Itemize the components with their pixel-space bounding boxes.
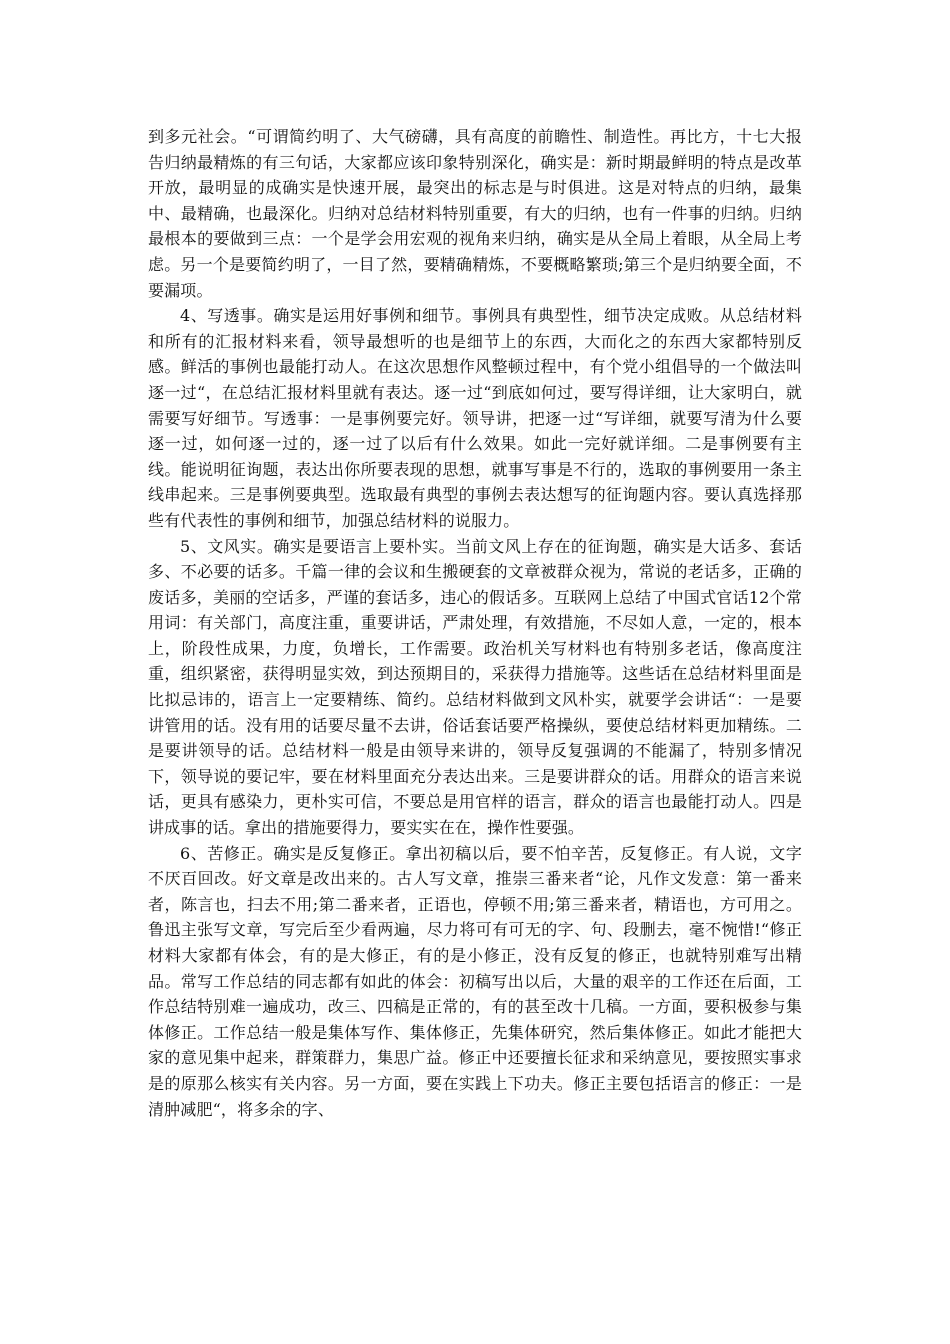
document-body: [148, 124, 802, 1122]
paragraph-point-5: 5、文风实。确实是要语言上要朴实。当前文风上存在的征询题，确实是大话多、套话多、不必要的话多。千篇一律的会议和生搬硬套的文章被群众视为，常说的老话多，正确的废话多，美丽的空话多，严谨的套话多，违心的假话多。互联网上总结了中国式官话12个常用词：有关部门，高度注重，重要讲话，严肃处理，有效措施，不尽如人意，一定的，根本上，阶段性成果，力度，负增长，工作需要。政治机关写材料也有特别多老话，像高度注重，组织紧密，获得明显实效，到达预期目的，采获得力措施等。这些话在总结材料里面是比拟忌讳的，语言上一定要精练、简约。总结材料做到文风朴实，就要学会讲话“：一是要讲管用的话。没有用的话要尽量不去讲，俗话套话要严格操纵，要使总结材料更加精练。二是要讲领导的话。总结材料一般是由领导来讲的，领导反复强调的不能漏了，特别多情况下，领导说的要记牢，要在材料里面充分表达出来。三是要讲群众的话。用群众的语言来说话，更具有感染力，更朴实可信，不要总是用官样的语言，群众的语言也最能打动人。四是讲成事的话。拿出的措施要得力，要实实在在，操作性要强。: [148, 536, 802, 838]
paragraph-point-6: 6、苦修正。确实是反复修正。拿出初稿以后，要不怕辛苦，反复修正。有人说，文字不厌百回改。好文章是改出来的。古人写文章，推崇三番来者“论，凡作文发意：第一番来者，陈言也，扫去不用;第二番来者，正语也，停顿不用;第三番来者，精语也，方可用之。鲁迅主张写文章，写完后至少看两遍，尽力将可有可无的字、句、段删去，毫不惋惜!“修正材料大家都有体会，有的是大修正，有的是小修正，没有反复的修正，也就特别难写出精品。常写工作总结的同志都有如此的体会：初稿写出以后，大量的艰辛的工作还在后面，工作总结特别难一遍成功，改三、四稿是正常的，有的甚至改十几稿。一方面，要积极参与集体修正。工作总结一般是集体写作、集体修正，先集体研究，然后集体修正。如此才能把大家的意见集中起来，群策群力，集思广益。修正中还要擅长征求和采纳意见，要按照实事求是的原那么核实有关内容。另一方面，要在实践上下功夫。修正主要包括语言的修正：一是清肿减肥“，将多余的字、: [148, 843, 802, 1119]
paragraph-point-4: 4、写透事。确实是运用好事例和细节。事例具有典型性，细节决定成败。从总结材料和所有的汇报材料来看，领导最想听的也是细节上的东西，大而化之的东西大家都特别反感。鲜活的事例也最能打动人。在这次思想作风整顿过程中，有个党小组倡导的一个做法叫逐一过“，在总结汇报材料里就有表达。逐一过“到底如何过，要写得详细，让大家明白，就需要写好细节。写透事：一是事例要完好。领导讲，把逐一过“写详细，就要写清为什么要逐一过，如何逐一过的，逐一过了以后有什么效果。如此一完好就详细。二是事例要有主线。能说明征询题，表达出你所要表现的思想，就事写事是不行的，选取的事例要用一条主线串起来。三是事例要典型。选取最有典型的事例去表达想写的征询题内容。要认真选择那些有代表性的事例和细节，加强总结材料的说服力。: [148, 306, 802, 530]
paragraph-continuation: 到多元社会。“可谓简约明了、大气磅礴，具有高度的前瞻性、制造性。再比方，十七大报告归纳最精炼的有三句话，大家都应该印象特别深化，确实是：新时期最鲜明的特点是改革开放，最明显的成确实是快速开展，最突出的标志是与时俱进。这是对特点的归纳，最集中、最精确，也最深化。归纳对总结材料特别重要，有大的归纳，也有一件事的归纳。归纳最根本的要做到三点：一个是学会用宏观的视角来归纳，确实是从全局上着眼，从全局上考虑。另一个是要简约明了，一目了然，要精确精炼，不要概略繁琐;第三个是归纳要全面，不要漏项。: [148, 127, 802, 300]
